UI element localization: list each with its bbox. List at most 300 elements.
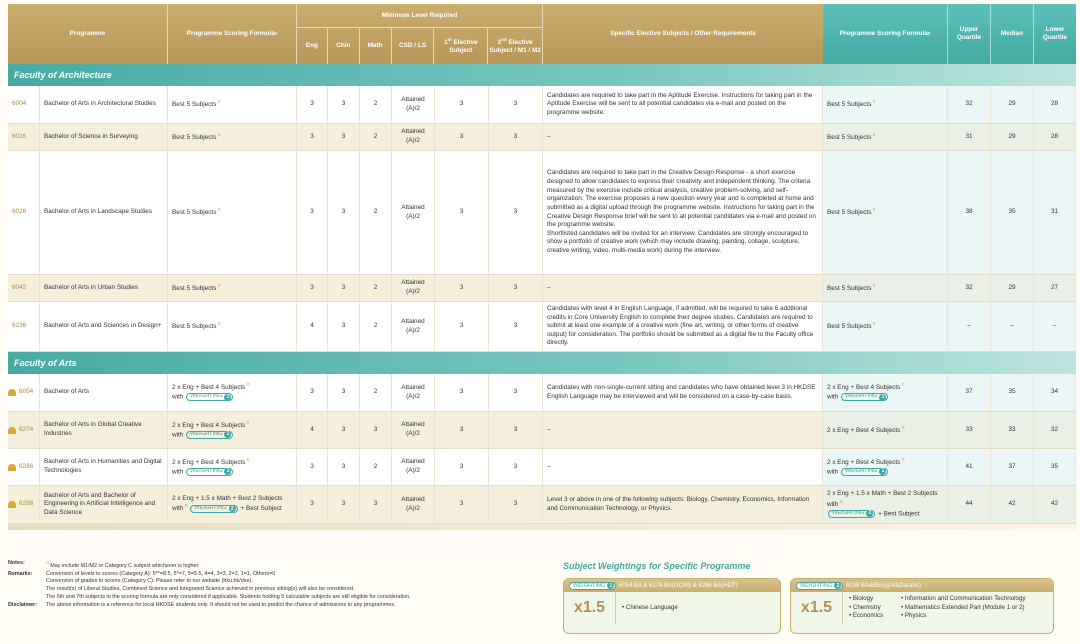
min-chin (328, 374, 360, 411)
min-eng-text: 4 (310, 322, 314, 330)
programme-code (8, 486, 40, 523)
specific-requirements (543, 302, 823, 351)
note-circle-icon: o (245, 382, 250, 389)
notes-label: Notes: (8, 560, 25, 566)
weighting-badge (190, 505, 237, 513)
specific-requirements (543, 124, 823, 150)
min-math (360, 151, 392, 274)
programme-name (40, 412, 168, 448)
scoring-formula-2-text: 2 x Eng + Best 4 Subjects (827, 459, 901, 467)
weighting-badge-num: 2 (866, 510, 873, 517)
weighting-badge-label: WEIGHTING (190, 430, 223, 437)
median-text: 29 (1008, 283, 1016, 291)
min-eng (297, 486, 328, 523)
note-circle-icon: o (871, 99, 876, 106)
min-elective-2 (489, 124, 543, 150)
programme-row (8, 374, 1076, 412)
programme-code (8, 86, 40, 123)
min-math (360, 412, 392, 448)
scoring-formula (168, 412, 297, 448)
notes-section (8, 560, 528, 610)
subject-chemistry: Chemistry (852, 603, 881, 611)
min-csd (392, 412, 435, 448)
min-elective-2-text: 3 (513, 500, 518, 508)
scoring-formula-2 (823, 486, 948, 523)
min-chin (328, 86, 360, 123)
weighting-badge-1-num: 1 (607, 582, 614, 589)
specific-requirements (543, 449, 823, 485)
upper-quartile-text: 44 (965, 500, 973, 508)
min-eng-text: 3 (310, 100, 314, 108)
header-elec2-text: Elective Subject / M1 / M2 (489, 39, 541, 55)
min-elective-2 (489, 275, 543, 301)
scoring-formula (168, 302, 297, 351)
min-chin (328, 449, 360, 485)
header-elec1-sup: st (447, 37, 452, 43)
note-circle-icon: o (871, 131, 876, 138)
min-elective-1-text: 3 (459, 388, 464, 396)
upper-quartile-text: 33 (965, 425, 973, 433)
note-circle-icon: o (216, 99, 221, 106)
min-math-text: 2 (373, 132, 378, 140)
header-chin: Chin (328, 28, 360, 64)
programme-code-text: 6286 (19, 462, 34, 470)
median (991, 275, 1034, 301)
upper-quartile-text: 32 (965, 100, 973, 108)
min-math-text: 2 (373, 100, 378, 108)
median-text: – (1010, 322, 1014, 330)
lower-quartile-text: 34 (1050, 388, 1059, 396)
header-formula-2 (823, 4, 948, 64)
with-text: with (172, 431, 184, 439)
programme-code-text: 6004 (12, 100, 27, 108)
scoring-formula-text: 2 x Eng + 1.5 x Math + Best 2 Subjects with (172, 494, 283, 513)
min-eng-text: 3 (310, 500, 314, 508)
requirements-text: – (547, 283, 551, 291)
median-text: 29 (1008, 100, 1016, 108)
specific-requirements (543, 412, 823, 448)
programme-name-text: Bachelor of Arts and Bachelor of Engineering in Artificial Intelligence and Data Science (44, 491, 156, 516)
lower-quartile (1034, 412, 1076, 448)
min-elective-2-text: 3 (513, 322, 518, 330)
programme-name-text: Bachelor of Arts in Humanities and Digital Technologies (44, 458, 162, 474)
scoring-formula-text: 2 x Eng + Best 4 Subjects (172, 422, 246, 430)
scoring-formula (168, 374, 297, 411)
bell-icon (8, 464, 16, 471)
min-elective-2-text: 3 (513, 283, 518, 291)
weighting-badge (186, 393, 233, 401)
upper-quartile (948, 86, 991, 123)
lower-quartile (1034, 486, 1076, 523)
min-elective-1-text: 3 (459, 322, 464, 330)
scoring-formula-2-text: 2 x Eng + Best 4 Subjects (827, 426, 901, 434)
median (991, 151, 1034, 274)
upper-quartile-text: 31 (965, 132, 973, 140)
min-elective-2-text: 3 (513, 462, 518, 470)
weighting-badge-label: WEIGHTING (832, 509, 865, 516)
subject-biology: Biology (852, 594, 874, 602)
median-text: 35 (1008, 208, 1016, 216)
weighting-box-2-subjects-b: • Information and Communication Technology • Mathematics Extended Part (Module 1 or 2) • Physics (901, 594, 1026, 620)
programme-row (8, 275, 1076, 302)
min-math (360, 86, 392, 123)
weighting-box-2-programmes: 6298 BA&BEng(AI&DataSc) (846, 582, 922, 589)
note-circle-icon: o (900, 456, 905, 463)
weighting-box-1-programmes: 6054 BA & 6274 BA(GCIN) & 6286 BA(HDT) (619, 582, 738, 589)
scoring-formula (168, 449, 297, 485)
header-elec1-num: 1 (444, 39, 448, 47)
upper-quartile-text: 32 (965, 283, 973, 291)
median (991, 86, 1034, 123)
remarks-line-3: The result(s) of Liberal Studies, Combined Science and Integrated Science achieved in previous sitting(s) will also be considered. (46, 586, 355, 593)
requirements-text: Candidates are required to take part in the Creative Design Response - a short exercise designed to allow candidates to express their creativity and independent thinking. The criteria measured by the exercise include critical analysis, creative problem-solving, and self-organization. The exercise proposes a new question every year and is completed at home and submitted as a digital upload through the programme website. Instructions for taking part in the Creative Design Response brief will be sent to all potential candidates via e-mail and posted on the programme website. (547, 169, 816, 229)
formula-after-text: + Best Subject (240, 505, 282, 513)
min-elective-2 (489, 86, 543, 123)
weighting-badge-num: 1 (879, 394, 886, 401)
min-chin-text: 3 (341, 425, 346, 433)
programme-code-text: 6016 (12, 132, 27, 140)
programme-row (8, 124, 1076, 151)
weightings-title: Subject Weightings for Specific Programme (563, 561, 751, 571)
note-circle-icon: o (245, 456, 250, 463)
header-formula (168, 4, 297, 64)
min-elective-2-text: 3 (513, 425, 518, 433)
programme-row (8, 302, 1076, 352)
scoring-formula-2-text: Best 5 Subjects (827, 323, 872, 331)
requirements-text-2: Shortlisted candidates will be invited for an interview. Candidates are strongly encouraged to show a portfolio of creative work (which may include drawing, painting, collage, sculpture, creative writing, video, multi-media work) during the interview. (547, 229, 809, 255)
min-eng-text: 3 (310, 283, 314, 291)
header-min-level (297, 4, 543, 64)
min-csd (392, 486, 435, 523)
lower-quartile-text: 28 (1050, 100, 1059, 108)
scoring-formula-2 (823, 302, 948, 351)
lower-quartile-text: 28 (1050, 132, 1059, 140)
programme-name-text: Bachelor of Science in Surveying (44, 132, 138, 140)
subject-economics: Economics (852, 612, 884, 620)
scoring-formula-2-text: Best 5 Subjects (827, 209, 872, 217)
lower-quartile-text: – (1052, 322, 1057, 330)
header-lower-quartile: Lower Quartile (1034, 4, 1076, 64)
faculty-header: Faculty of Arts (8, 352, 1076, 374)
faculty-header: Faculty of Architecture (8, 64, 1076, 86)
programme-name-text: Bachelor of Arts in Architectural Studies (44, 100, 156, 108)
header-specific: Specific Elective Subjects / Other Requirements (543, 4, 823, 64)
min-csd-text: Attained (A)/2 (401, 383, 425, 400)
subject-m1m2: Mathematics Extended Part (Module 1 or 2) (904, 603, 1025, 611)
min-csd-text: Attained (A)/2 (401, 128, 425, 144)
min-elective-1-text: 3 (459, 208, 464, 216)
scoring-formula-text: Best 5 Subjects (172, 323, 217, 331)
notes-circle-icon: o (46, 560, 49, 566)
specific-requirements (543, 486, 823, 523)
min-elective-1-text: 3 (459, 462, 464, 470)
note-circle-icon: o (216, 282, 221, 289)
programme-name (40, 124, 168, 150)
weighting-box-2-multiplier: x1.5 (791, 592, 843, 624)
min-chin (328, 302, 360, 351)
programme-name-text: Bachelor of Arts in Global Creative Industries (44, 421, 142, 437)
min-elective-1 (435, 124, 489, 150)
scoring-formula-2-text: Best 5 Subjects (827, 284, 872, 292)
requirements-text: – (547, 425, 551, 433)
header-eng: Eng (297, 28, 328, 64)
note-circle-icon: o (900, 424, 905, 431)
min-elective-2 (489, 374, 543, 411)
weighting-box-1 (563, 578, 781, 634)
programme-code (8, 412, 40, 448)
min-elective-1-text: 3 (459, 500, 464, 508)
scoring-formula-2-text: 2 x Eng + 1.5 x Math + Best 2 Subjects with (827, 490, 938, 508)
programme-row (8, 151, 1076, 275)
header-formula-2-text: Programme Scoring Formula (839, 30, 928, 38)
programme-name (40, 374, 168, 411)
programme-code (8, 275, 40, 301)
notes-text: May include M1/M2 or Category C subject whichever is higher. (50, 562, 200, 569)
min-math-text: 2 (373, 462, 378, 470)
with-text: with (827, 393, 839, 401)
programme-name (40, 86, 168, 123)
median-text: 42 (1008, 500, 1016, 508)
scoring-formula (168, 486, 297, 523)
weighting-badge-label: WEIGHTING (194, 505, 227, 512)
median-text: 35 (1008, 388, 1016, 396)
min-csd-text: Attained (A)/2 (401, 95, 425, 112)
min-math-text: 2 (373, 283, 378, 291)
scoring-formula-2 (823, 449, 948, 485)
min-elective-1-text: 3 (459, 132, 464, 140)
weighting-badge (828, 510, 875, 518)
note-circle-icon: o (871, 282, 876, 289)
programme-code-text: 6042 (12, 283, 27, 291)
min-csd (392, 86, 435, 123)
min-chin-text: 3 (341, 388, 346, 396)
weighting-badge-label: WEIGHTING (845, 467, 878, 474)
specific-requirements (543, 374, 823, 411)
min-chin (328, 124, 360, 150)
upper-quartile (948, 449, 991, 485)
programme-code (8, 302, 40, 351)
weighting-badge (841, 393, 888, 401)
upper-quartile-text: 37 (965, 388, 973, 396)
programme-name-text: Bachelor of Arts (44, 388, 90, 396)
min-eng (297, 124, 328, 150)
weighting-badge-2-num: 2 (834, 582, 841, 589)
programme-row (8, 449, 1076, 486)
lower-quartile-text: 32 (1050, 425, 1059, 433)
min-elective-2-text: 3 (513, 208, 518, 216)
min-eng (297, 302, 328, 351)
scoring-formula-2 (823, 86, 948, 123)
note-circle-icon: o (900, 382, 905, 389)
min-eng-text: 4 (310, 425, 314, 433)
min-chin-text: 3 (341, 500, 346, 508)
lower-quartile (1034, 302, 1076, 351)
min-chin-text: 3 (341, 462, 346, 470)
min-elective-1-text: 3 (459, 100, 464, 108)
header-programme: Programme (8, 4, 168, 64)
weighting-badge-label: WEIGHTING (845, 393, 878, 400)
disclaimer-text: The above information is a reference for local HKDSE students only. It should not be used to predict the chance of admissions to any programmes. (46, 601, 396, 608)
note-circle-icon: o (245, 419, 250, 426)
weighting-badge (841, 468, 888, 476)
min-eng-text: 3 (310, 132, 314, 140)
lower-quartile (1034, 374, 1076, 411)
programme-code-text: 6054 (19, 388, 34, 396)
note-circle-icon: o (871, 321, 876, 328)
header-formula-2-sup: # (927, 31, 931, 37)
median (991, 412, 1034, 448)
upper-quartile (948, 124, 991, 150)
min-chin-text: 3 (341, 322, 346, 330)
programme-row (8, 86, 1076, 124)
median (991, 486, 1034, 523)
lower-quartile (1034, 86, 1076, 123)
subject-physics: Physics (904, 612, 927, 620)
note-circle-icon: o (216, 321, 221, 328)
weighting-badge-num: 1 (879, 468, 886, 475)
header-elec2 (488, 28, 542, 64)
weighting-badge-1-label: WEIGHTING (573, 582, 606, 589)
min-elective-2 (489, 151, 543, 274)
weighting-box-1-subject: Chinese Language (625, 603, 678, 611)
scoring-formula (168, 124, 297, 150)
upper-quartile-text: – (967, 322, 971, 330)
median-text: 29 (1008, 132, 1016, 140)
weighting-badge-num: 1 (224, 394, 231, 401)
min-chin (328, 412, 360, 448)
header-elec2-sup: nd (501, 37, 507, 43)
min-csd (392, 302, 435, 351)
min-eng (297, 86, 328, 123)
min-chin (328, 275, 360, 301)
min-csd-text: Attained (A)/2 (401, 317, 425, 334)
programme-code (8, 449, 40, 485)
header-min-level-title: Minimum Level Required (297, 4, 542, 28)
programme-name (40, 275, 168, 301)
min-eng (297, 412, 328, 448)
lower-quartile-text: 42 (1050, 500, 1059, 508)
note-circle-icon: o (216, 131, 221, 138)
min-csd-text: Attained (A)/2 (401, 279, 425, 295)
programme-code (8, 374, 40, 411)
min-math-text: 2 (373, 388, 378, 396)
table-bottom-band (8, 524, 1076, 530)
programme-row (8, 412, 1076, 449)
header-upper-quartile: Upper Quartile (948, 4, 991, 64)
weighting-badge (186, 431, 233, 439)
scoring-formula-2 (823, 374, 948, 411)
programme-code-text: 6028 (12, 208, 27, 216)
remarks-line-4: The 6th and 7th subjects in the scoring formula are only considered if applicable. Students holding 5 calculable subjects are still eligible for consideration. (46, 594, 411, 601)
with-text: with (172, 468, 184, 476)
min-math (360, 486, 392, 523)
upper-quartile (948, 374, 991, 411)
lower-quartile-text: 31 (1050, 208, 1059, 216)
programme-name (40, 449, 168, 485)
requirements-text: – (547, 132, 551, 140)
min-math-text: 2 (373, 208, 378, 216)
disclaimer-label: Disclaimer: (8, 601, 38, 608)
lower-quartile-text: 35 (1050, 462, 1059, 470)
min-eng (297, 151, 328, 274)
lower-quartile (1034, 449, 1076, 485)
scoring-formula-2-text: Best 5 Subjects (827, 101, 872, 109)
programme-name (40, 151, 168, 274)
weighting-box-2 (790, 578, 1054, 634)
lower-quartile (1034, 151, 1076, 274)
programme-name-text: Bachelor of Arts and Sciences in Design+ (44, 322, 162, 330)
min-elective-2-text: 3 (513, 100, 518, 108)
upper-quartile (948, 302, 991, 351)
programme-code-text: 6236 (12, 322, 27, 330)
scoring-formula-2 (823, 412, 948, 448)
min-math (360, 275, 392, 301)
weighting-badge-label: WEIGHTING (190, 467, 223, 474)
min-chin-text: 3 (341, 100, 346, 108)
table-header (8, 4, 1076, 64)
min-elective-2 (489, 449, 543, 485)
bell-icon (8, 389, 16, 396)
min-csd-text: Attained (A)/2 (401, 421, 425, 437)
programme-code (8, 151, 40, 274)
weighting-badge-num: 1 (224, 468, 231, 475)
min-eng (297, 374, 328, 411)
weighting-badge-2 (796, 582, 843, 590)
upper-quartile-text: 41 (965, 462, 973, 470)
lower-quartile-text: 27 (1050, 283, 1059, 291)
programme-code-text: 6274 (19, 425, 34, 433)
min-math (360, 449, 392, 485)
min-elective-1 (435, 86, 489, 123)
min-csd (392, 151, 435, 274)
median (991, 374, 1034, 411)
formula-after-text-2: + Best Subject (878, 510, 920, 518)
header-math: Math (360, 28, 392, 64)
min-elective-1 (435, 302, 489, 351)
with-text: with (827, 468, 839, 476)
min-csd-text: Attained (A)/2 (401, 458, 425, 474)
min-elective-1 (435, 486, 489, 523)
median-text: 37 (1008, 462, 1016, 470)
min-elective-1-text: 3 (459, 425, 464, 433)
min-math-text: 2 (373, 322, 378, 330)
specific-requirements (543, 86, 823, 123)
min-elective-1 (435, 412, 489, 448)
min-csd-text: Attained (A)/2 (401, 495, 425, 512)
min-csd (392, 449, 435, 485)
median (991, 449, 1034, 485)
min-elective-2 (489, 302, 543, 351)
upper-quartile (948, 151, 991, 274)
min-elective-1 (435, 275, 489, 301)
programme-name-text: Bachelor of Arts in Landscape Studies (44, 208, 152, 216)
programme-name-text: Bachelor of Arts in Urban Studies (44, 283, 139, 291)
scoring-formula-2 (823, 124, 948, 150)
min-eng-text: 3 (310, 208, 314, 216)
admission-table (8, 4, 1076, 530)
min-elective-1 (435, 449, 489, 485)
min-math-text: 3 (373, 500, 378, 508)
min-chin-text: 3 (341, 208, 346, 216)
min-elective-2-text: 3 (513, 388, 518, 396)
lower-quartile (1034, 124, 1076, 150)
min-elective-1 (435, 374, 489, 411)
min-chin-text: 3 (341, 283, 346, 291)
scoring-formula (168, 86, 297, 123)
table-body (8, 64, 1076, 524)
requirements-text: Candidates are required to take part in the Aptitude Exercise. Instructions for taking part in the Aptitude Exercise will be sent to all potential candidates via e-mail and posted on the programme website. (547, 91, 813, 116)
programme-name (40, 302, 168, 351)
